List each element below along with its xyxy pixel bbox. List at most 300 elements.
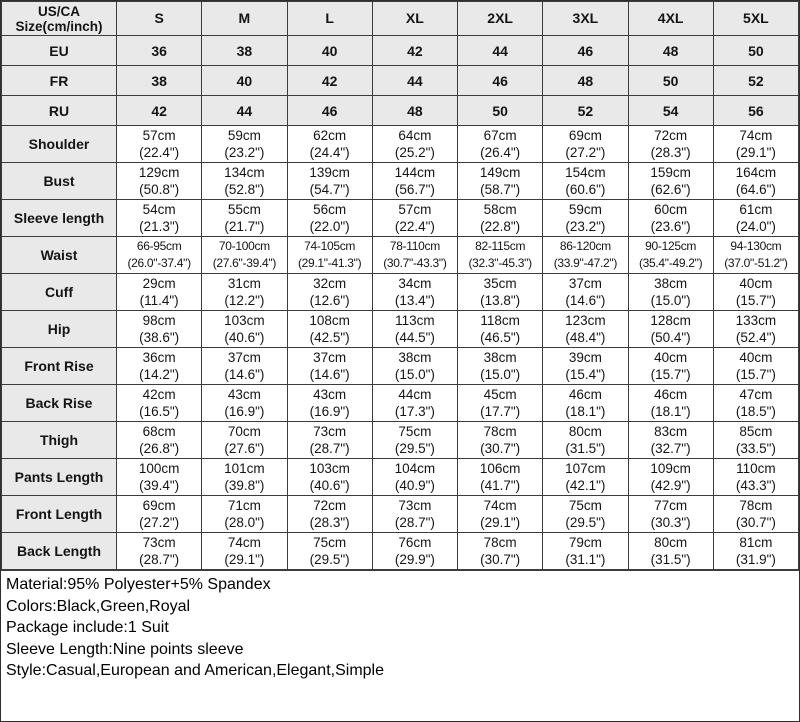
measure-value-cell xyxy=(117,274,202,311)
size-header-cell: 2XL xyxy=(458,2,543,36)
measure-cm-value: 39cm xyxy=(568,350,602,365)
measure-cm-value: 42cm xyxy=(142,387,176,402)
measure-inch-value: (40.6") xyxy=(309,478,350,493)
measure-cm-value: 78-110cm xyxy=(389,239,440,253)
size-value-cell: 46 xyxy=(543,36,628,66)
size-value-cell: 54 xyxy=(628,96,713,126)
measure-cm-value: 82-115cm xyxy=(475,239,526,253)
size-value-cell: 42 xyxy=(287,66,372,96)
size-row-fr xyxy=(2,66,799,96)
measure-cm-value: 61cm xyxy=(739,202,773,217)
measure-inch-value: (14.6") xyxy=(309,367,350,382)
measure-value-cell xyxy=(628,533,713,570)
measure-inch-value: (21.3") xyxy=(139,219,180,234)
measure-value-cell xyxy=(628,274,713,311)
measure-inch-value: (16.9") xyxy=(224,404,265,419)
measure-cm-value: 55cm xyxy=(227,202,261,217)
measure-value-cell xyxy=(287,126,372,163)
measure-value-cell xyxy=(628,496,713,533)
measure-value-cell xyxy=(543,385,628,422)
measure-value-cell xyxy=(117,200,202,237)
measure-inch-value: (15.7") xyxy=(650,367,691,382)
measure-cm-value: 45cm xyxy=(483,387,517,402)
product-detail-line: Package include:1 Suit xyxy=(6,619,169,636)
measure-value-cell xyxy=(202,311,287,348)
measure-value-cell xyxy=(458,422,543,459)
measure-cm-value: 67cm xyxy=(483,128,517,143)
measure-inch-value: (52.8") xyxy=(224,182,265,197)
measure-value-cell xyxy=(628,311,713,348)
size-value-cell: 52 xyxy=(713,66,798,96)
measure-inch-value: (26.0"-37.4") xyxy=(127,256,191,270)
measure-inch-value: (58.7") xyxy=(480,182,521,197)
row-label-cell: Thigh xyxy=(2,422,117,459)
measure-cm-value: 40cm xyxy=(739,350,773,365)
size-value-cell: 40 xyxy=(202,66,287,96)
measure-inch-value: (40.6") xyxy=(224,330,265,345)
measure-inch-value: (60.6") xyxy=(565,182,606,197)
measure-cm-value: 100cm xyxy=(138,461,180,476)
measure-cm-value: 98cm xyxy=(142,313,176,328)
measure-value-cell xyxy=(372,385,457,422)
measure-value-cell xyxy=(543,237,628,274)
measure-inch-value: (40.9") xyxy=(394,478,435,493)
table-header xyxy=(2,2,799,36)
measure-cm-value: 37cm xyxy=(568,276,602,291)
measure-value-cell xyxy=(713,274,798,311)
measure-value-cell xyxy=(117,348,202,385)
size-header-cell: 3XL xyxy=(543,2,628,36)
row-label-cell: Sleeve length xyxy=(2,200,117,237)
measure-inch-value: (29.9") xyxy=(394,552,435,567)
measure-value-cell xyxy=(202,163,287,200)
size-value-cell: 46 xyxy=(458,66,543,96)
measure-value-cell xyxy=(372,200,457,237)
measure-cm-value: 69cm xyxy=(568,128,602,143)
measure-cm-value: 104cm xyxy=(394,461,436,476)
measure-inch-value: (26.8") xyxy=(139,441,180,456)
measure-cm-value: 101cm xyxy=(224,461,265,476)
measure-value-cell xyxy=(458,311,543,348)
measure-value-cell xyxy=(372,274,457,311)
measure-cm-value: 69cm xyxy=(142,498,176,513)
measure-value-cell xyxy=(372,348,457,385)
measure-value-cell xyxy=(202,496,287,533)
measure-cm-value: 118cm xyxy=(480,313,520,328)
measure-value-cell xyxy=(202,459,287,496)
measure-value-cell xyxy=(628,385,713,422)
measure-cm-value: 86-120cm xyxy=(559,239,611,253)
size-value-cell: 42 xyxy=(117,96,202,126)
measure-cm-value: 74cm xyxy=(483,498,517,513)
measure-inch-value: (22.0") xyxy=(309,219,350,234)
measure-inch-value: (42.9") xyxy=(650,478,691,493)
measure-inch-value: (33.9"-47.2") xyxy=(553,256,618,270)
measure-inch-value: (28.7") xyxy=(139,552,180,567)
measure-value-cell xyxy=(372,533,457,570)
measure-inch-value: (46.5") xyxy=(480,330,521,345)
measure-value-cell xyxy=(287,200,372,237)
measure-inch-value: (31.9") xyxy=(735,552,776,567)
measure-value-cell xyxy=(628,126,713,163)
size-value-cell: 56 xyxy=(713,96,798,126)
measure-cm-value: 29cm xyxy=(142,276,176,291)
measure-inch-value: (33.5") xyxy=(735,441,776,456)
row-label-cell: Back Length xyxy=(2,533,117,570)
measure-cm-value: 37cm xyxy=(227,350,261,365)
measure-value-cell xyxy=(458,200,543,237)
measure-inch-value: (23.2") xyxy=(224,145,265,160)
measure-inch-value: (14.2") xyxy=(139,367,180,382)
measure-cm-value: 74cm xyxy=(227,535,261,550)
measure-inch-value: (29.5") xyxy=(565,515,606,530)
corner-header-cell xyxy=(2,2,117,36)
measure-value-cell xyxy=(287,311,372,348)
row-label-cell: Pants Length xyxy=(2,459,117,496)
measure-cm-value: 72cm xyxy=(654,128,688,143)
measure-cm-value: 38cm xyxy=(483,350,517,365)
measure-row xyxy=(2,200,799,237)
size-header-cell: M xyxy=(202,2,287,36)
measure-row xyxy=(2,496,799,533)
measure-cm-value: 32cm xyxy=(313,276,347,291)
size-value-cell: 52 xyxy=(543,96,628,126)
measure-cm-value: 74-105cm xyxy=(304,239,356,253)
measure-cm-value: 76cm xyxy=(398,535,432,550)
size-row-eu xyxy=(2,36,799,66)
measure-row xyxy=(2,533,799,570)
size-header-cell: S xyxy=(117,2,202,36)
measure-value-cell xyxy=(543,274,628,311)
measure-value-cell xyxy=(117,126,202,163)
measure-cm-value: 38cm xyxy=(398,350,432,365)
measure-value-cell xyxy=(543,311,628,348)
measure-cm-value: 46cm xyxy=(568,387,602,402)
measure-inch-value: (23.6") xyxy=(650,219,691,234)
measure-cm-value: 144cm xyxy=(394,165,436,180)
row-label-cell: FR xyxy=(2,66,117,96)
size-value-cell: 48 xyxy=(543,66,628,96)
measure-value-cell xyxy=(202,200,287,237)
measure-inch-value: (30.3") xyxy=(650,515,691,530)
measure-cm-value: 73cm xyxy=(313,424,347,439)
size-value-cell: 50 xyxy=(458,96,543,126)
measure-value-cell xyxy=(372,163,457,200)
measure-inch-value: (50.4") xyxy=(650,330,691,345)
measure-inch-value: (18.1") xyxy=(650,404,691,419)
measure-cm-value: 54cm xyxy=(142,202,176,217)
measure-cm-value: 128cm xyxy=(650,313,691,328)
measure-value-cell xyxy=(628,422,713,459)
measure-inch-value: (44.5") xyxy=(394,330,435,345)
measure-cm-value: 46cm xyxy=(654,387,688,402)
measure-inch-value: (22.4") xyxy=(139,145,180,160)
measure-value-cell xyxy=(117,163,202,200)
measure-value-cell xyxy=(458,274,543,311)
measure-inch-value: (29.1") xyxy=(224,552,265,567)
measure-value-cell xyxy=(287,348,372,385)
measure-inch-value: (29.5") xyxy=(394,441,435,456)
measure-inch-value: (38.6") xyxy=(139,330,180,345)
measure-cm-value: 81cm xyxy=(739,535,773,550)
measure-row xyxy=(2,163,799,200)
measure-inch-value: (32.7") xyxy=(650,441,691,456)
measure-value-cell xyxy=(117,311,202,348)
measure-inch-value: (32.3"-45.3") xyxy=(468,256,532,270)
measure-value-cell xyxy=(458,163,543,200)
measure-cm-value: 149cm xyxy=(479,165,521,180)
measure-inch-value: (28.7") xyxy=(394,515,435,530)
measure-cm-value: 159cm xyxy=(650,165,691,180)
measure-value-cell xyxy=(117,385,202,422)
measure-row xyxy=(2,422,799,459)
measure-inch-value: (15.0") xyxy=(480,367,521,382)
measure-inch-value: (29.5") xyxy=(309,552,350,567)
measure-row xyxy=(2,237,799,274)
measure-cm-value: 44cm xyxy=(398,387,432,402)
measure-cm-value: 109cm xyxy=(650,461,691,476)
measure-value-cell xyxy=(287,496,372,533)
header-row xyxy=(2,2,799,36)
measure-cm-value: 113cm xyxy=(395,313,435,328)
measure-row xyxy=(2,126,799,163)
measure-inch-value: (30.7") xyxy=(735,515,776,530)
measure-value-cell xyxy=(713,459,798,496)
size-value-cell: 48 xyxy=(628,36,713,66)
measure-cm-value: 73cm xyxy=(398,498,432,513)
measure-value-cell xyxy=(287,533,372,570)
measure-cm-value: 47cm xyxy=(739,387,773,402)
size-value-cell: 36 xyxy=(117,36,202,66)
measure-inch-value: (24.4") xyxy=(309,145,350,160)
measure-cm-value: 36cm xyxy=(142,350,176,365)
measure-value-cell xyxy=(713,163,798,200)
size-value-cell: 50 xyxy=(628,66,713,96)
product-detail-line: Sleeve Length:Nine points sleeve xyxy=(6,640,244,658)
measure-inch-value: (30.7") xyxy=(480,441,521,456)
measure-inch-value: (29.1") xyxy=(735,145,776,160)
measure-inch-value: (62.6") xyxy=(650,182,691,197)
measure-value-cell xyxy=(543,200,628,237)
measure-cm-value: 75cm xyxy=(313,535,347,550)
measure-inch-value: (30.7") xyxy=(480,552,521,567)
measure-cm-value: 40cm xyxy=(739,276,773,291)
measure-cm-value: 75cm xyxy=(398,424,432,439)
measure-inch-value: (27.2") xyxy=(565,145,606,160)
measure-inch-value: (15.7") xyxy=(735,293,776,308)
measure-cm-value: 59cm xyxy=(227,128,261,143)
measure-cm-value: 133cm xyxy=(735,313,777,328)
measure-cm-value: 70-100cm xyxy=(218,239,270,253)
size-value-cell: 38 xyxy=(202,36,287,66)
size-value-cell: 44 xyxy=(372,66,457,96)
measure-cm-value: 164cm xyxy=(735,165,777,180)
measure-cm-value: 37cm xyxy=(313,350,347,365)
measure-value-cell xyxy=(202,422,287,459)
measure-cm-value: 78cm xyxy=(739,498,773,513)
measure-inch-value: (28.7") xyxy=(309,441,350,456)
measure-inch-value: (31.5") xyxy=(650,552,691,567)
row-label-cell: Hip xyxy=(2,311,117,348)
measure-value-cell xyxy=(543,126,628,163)
measure-inch-value: (52.4") xyxy=(735,330,776,345)
measure-cm-value: 134cm xyxy=(224,165,265,180)
measure-value-cell xyxy=(628,459,713,496)
measure-cm-value: 70cm xyxy=(227,424,261,439)
measure-cm-value: 78cm xyxy=(483,535,517,550)
row-label-cell: Front Rise xyxy=(2,348,117,385)
row-label-cell: Cuff xyxy=(2,274,117,311)
measure-value-cell xyxy=(458,237,543,274)
measure-inch-value: (15.0") xyxy=(394,367,435,382)
measure-cm-value: 56cm xyxy=(313,202,347,217)
row-label-cell: Front Length xyxy=(2,496,117,533)
measure-inch-value: (41.7") xyxy=(480,478,521,493)
measure-value-cell xyxy=(543,533,628,570)
measure-value-cell xyxy=(458,126,543,163)
size-header-cell: 4XL xyxy=(628,2,713,36)
measure-value-cell xyxy=(202,126,287,163)
measure-value-cell xyxy=(287,422,372,459)
row-label-cell: Shoulder xyxy=(2,126,117,163)
measure-inch-value: (54.7") xyxy=(309,182,350,197)
measure-value-cell xyxy=(372,422,457,459)
product-detail-line: Colors:Black,Green,Royal xyxy=(6,597,191,615)
measure-value-cell xyxy=(372,126,457,163)
size-row-ru xyxy=(2,96,799,126)
measure-cm-value: 80cm xyxy=(568,424,602,439)
measure-cm-value: 62cm xyxy=(313,128,347,143)
measure-inch-value: (18.5") xyxy=(735,404,776,419)
measure-inch-value: (30.7"-43.3") xyxy=(383,256,447,270)
measure-cm-value: 154cm xyxy=(565,165,606,180)
measure-cm-value: 73cm xyxy=(142,535,176,550)
measure-value-cell xyxy=(543,163,628,200)
measure-inch-value: (17.3") xyxy=(394,404,435,419)
measure-inch-value: (29.1") xyxy=(480,515,521,530)
measure-value-cell xyxy=(713,126,798,163)
measure-cm-value: 129cm xyxy=(138,165,180,180)
measure-cm-value: 94-130cm xyxy=(730,239,782,253)
size-header-cell: L xyxy=(287,2,372,36)
measure-value-cell xyxy=(287,274,372,311)
measure-value-cell xyxy=(713,422,798,459)
table-body xyxy=(2,36,799,570)
measure-value-cell xyxy=(713,237,798,274)
measure-cm-value: 85cm xyxy=(739,424,773,439)
measure-inch-value: (11.4") xyxy=(139,293,179,308)
measure-inch-value: (43.3") xyxy=(735,478,776,493)
measure-value-cell xyxy=(372,237,457,274)
measure-cm-value: 34cm xyxy=(398,276,432,291)
measure-row xyxy=(2,274,799,311)
product-details xyxy=(1,570,799,721)
measure-value-cell xyxy=(287,163,372,200)
product-detail-line: Material:95% Polyester+5% Spandex xyxy=(6,576,271,593)
measure-value-cell xyxy=(117,496,202,533)
measure-cm-value: 71cm xyxy=(227,498,261,513)
measure-inch-value: (16.9") xyxy=(309,404,350,419)
measure-inch-value: (64.6") xyxy=(735,182,776,197)
measure-cm-value: 80cm xyxy=(654,535,688,550)
measure-row xyxy=(2,385,799,422)
size-value-cell: 42 xyxy=(372,36,457,66)
measure-inch-value: (39.4") xyxy=(139,478,180,493)
measure-inch-value: (56.7") xyxy=(394,182,435,197)
measure-cm-value: 68cm xyxy=(142,424,176,439)
measure-inch-value: (26.4") xyxy=(480,145,521,160)
measure-cm-value: 60cm xyxy=(654,202,688,217)
measure-inch-value: (28.0") xyxy=(224,515,265,530)
measure-value-cell xyxy=(202,274,287,311)
measure-value-cell xyxy=(202,237,287,274)
measure-row xyxy=(2,459,799,496)
measure-cm-value: 43cm xyxy=(227,387,261,402)
measure-inch-value: (12.6") xyxy=(309,293,350,308)
measure-value-cell xyxy=(543,459,628,496)
size-value-cell: 44 xyxy=(458,36,543,66)
measure-value-cell xyxy=(202,385,287,422)
size-value-cell: 44 xyxy=(202,96,287,126)
measure-value-cell xyxy=(713,311,798,348)
measure-cm-value: 79cm xyxy=(568,535,602,550)
measure-value-cell xyxy=(543,348,628,385)
row-label-cell: Bust xyxy=(2,163,117,200)
measure-inch-value: (50.8") xyxy=(139,182,180,197)
size-value-cell: 38 xyxy=(117,66,202,96)
measure-value-cell xyxy=(713,385,798,422)
measure-value-cell xyxy=(117,422,202,459)
measure-inch-value: (31.1") xyxy=(565,552,606,567)
measure-cm-value: 57cm xyxy=(142,128,176,143)
corner-header-line: Size(cm/inch) xyxy=(15,18,103,34)
measure-value-cell xyxy=(628,348,713,385)
measure-inch-value: (39.8") xyxy=(224,478,265,493)
measure-value-cell xyxy=(117,533,202,570)
measure-value-cell xyxy=(458,459,543,496)
measure-value-cell xyxy=(287,385,372,422)
measure-value-cell xyxy=(628,200,713,237)
measure-row xyxy=(2,311,799,348)
measure-cm-value: 106cm xyxy=(479,461,521,476)
measure-inch-value: (13.4") xyxy=(394,293,435,308)
measure-inch-value: (35.4"-49.2") xyxy=(638,256,703,270)
measure-inch-value: (14.6") xyxy=(224,367,265,382)
measure-value-cell xyxy=(628,237,713,274)
size-value-cell: 46 xyxy=(287,96,372,126)
measure-cm-value: 40cm xyxy=(654,350,688,365)
measure-cm-value: 66-95cm xyxy=(136,239,182,253)
size-value-cell: 50 xyxy=(713,36,798,66)
measure-value-cell xyxy=(372,496,457,533)
measure-cm-value: 31cm xyxy=(227,276,261,291)
measure-inch-value: (27.2") xyxy=(139,515,180,530)
row-label-cell: Waist xyxy=(2,237,117,274)
measure-inch-value: (22.8") xyxy=(480,219,521,234)
measure-value-cell xyxy=(458,348,543,385)
measure-value-cell xyxy=(287,237,372,274)
measure-cm-value: 110cm xyxy=(736,461,776,476)
measure-cm-value: 64cm xyxy=(398,128,432,143)
measure-inch-value: (15.7") xyxy=(735,367,776,382)
measure-cm-value: 38cm xyxy=(654,276,688,291)
measure-value-cell xyxy=(713,533,798,570)
measure-inch-value: (28.3") xyxy=(309,515,350,530)
size-value-cell: 40 xyxy=(287,36,372,66)
measure-inch-value: (27.6") xyxy=(224,441,265,456)
row-label-cell: Back Rise xyxy=(2,385,117,422)
measure-value-cell xyxy=(372,459,457,496)
